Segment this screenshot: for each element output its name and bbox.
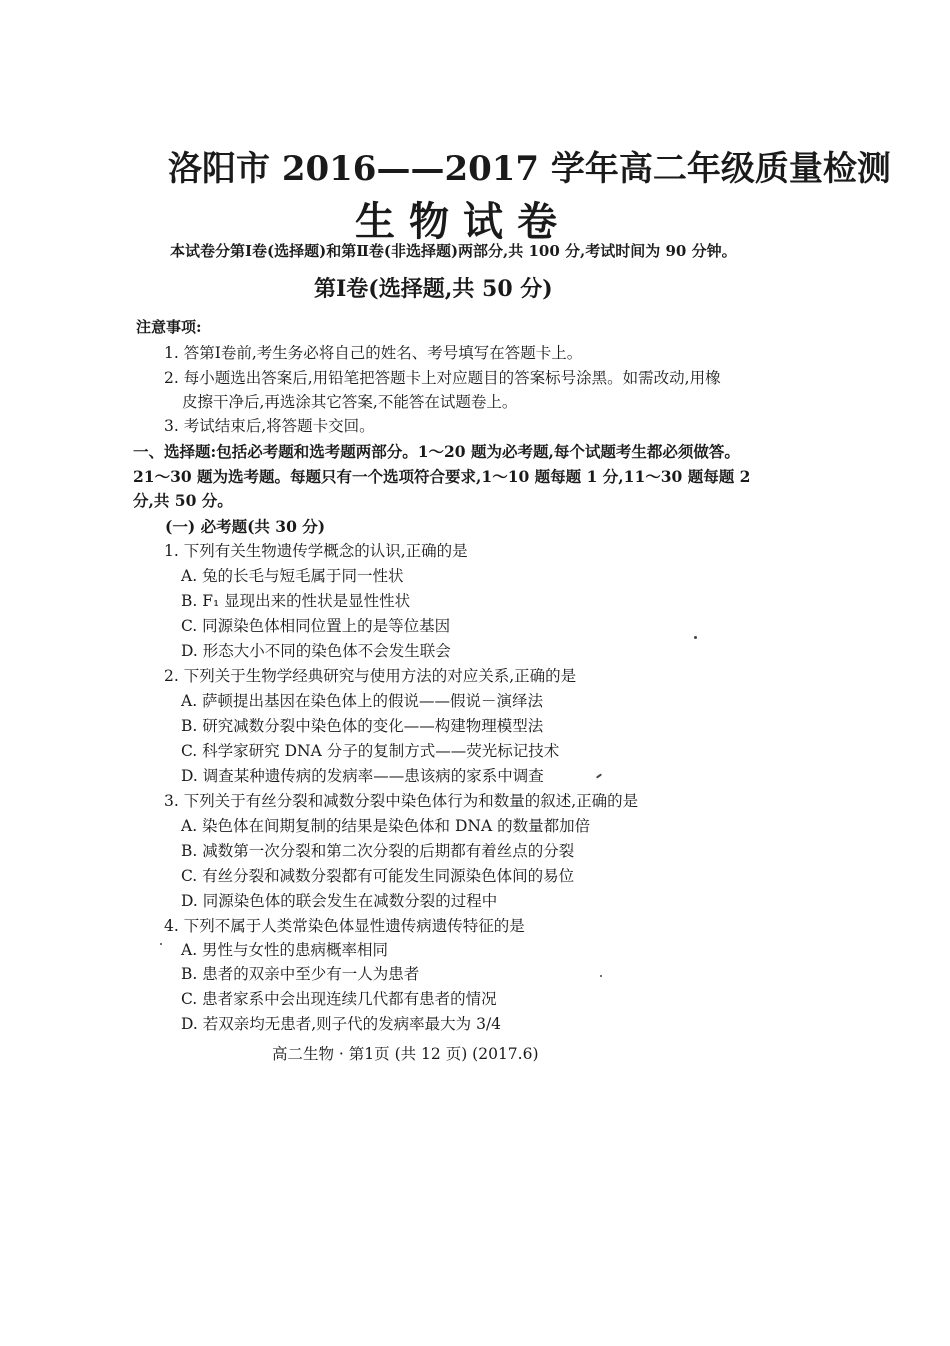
question-option: D. 调查某种遗传病的发病率——患该病的家系中调查 [181, 767, 544, 785]
scan-speck [596, 773, 602, 778]
question-stem: 2. 下列关于生物学经典研究与使用方法的对应关系,正确的是 [164, 667, 577, 685]
question-option: D. 形态大小不同的染色体不会发生联会 [181, 642, 451, 660]
question-option: A. 男性与女性的患病概率相同 [181, 941, 389, 959]
question-stem: 4. 下列不属于人类常染色体显性遗传病遗传特征的是 [164, 917, 525, 935]
question-option: A. 兔的长毛与短毛属于同一性状 [181, 567, 404, 585]
instructions-line: 分,共 50 分。 [133, 491, 233, 510]
question-option: C. 患者家系中会出现连续几代都有患者的情况 [181, 990, 497, 1008]
question-stem: 3. 下列关于有丝分裂和减数分裂中染色体行为和数量的叙述,正确的是 [164, 792, 639, 810]
instructions-line: 一、选择题:包括必考题和选考题两部分。1～20 题为必考题,每个试题考生都必须做答。 [133, 442, 740, 461]
question-option: A. 萨顿提出基因在染色体上的假说——假说－演绎法 [181, 692, 544, 710]
question-option: B. F₁ 显现出来的性状是显性性状 [181, 592, 411, 610]
question-option: B. 减数第一次分裂和第二次分裂的后期都有着丝点的分裂 [181, 842, 575, 860]
exam-intro: 本试卷分第Ⅰ卷(选择题)和第Ⅱ卷(非选择题)两部分,共 100 分,考试时间为 90 分钟。 [170, 242, 737, 260]
question-option: B. 患者的双亲中至少有一人为患者 [181, 965, 420, 983]
question-option: C. 科学家研究 DNA 分子的复制方式——荧光标记技术 [181, 742, 560, 760]
part-heading: (一) 必考题(共 30 分) [165, 517, 326, 536]
question-stem: 1. 下列有关生物遗传学概念的认识,正确的是 [164, 542, 468, 560]
scan-speck [694, 636, 697, 639]
notice-item: 皮擦干净后,再选涂其它答案,不能答在试题卷上。 [182, 393, 518, 411]
notice-item: 1. 答第Ⅰ卷前,考生务必将自己的姓名、考号填写在答题卡上。 [164, 344, 583, 362]
question-option: D. 同源染色体的联会发生在减数分裂的过程中 [181, 892, 498, 910]
question-option: D. 若双亲均无患者,则子代的发病率最大为 3/4 [181, 1015, 502, 1033]
scan-speck [600, 975, 602, 977]
instructions-line: 21～30 题为选考题。每题只有一个选项符合要求,1～10 题每题 1 分,11～30 题每题 2 [133, 467, 751, 486]
question-option: B. 研究减数分裂中染色体的变化——构建物理模型法 [181, 717, 544, 735]
question-option: C. 有丝分裂和减数分裂都有可能发生同源染色体间的易位 [181, 867, 575, 885]
exam-title-subject: 生物试卷 [355, 198, 571, 245]
question-option: C. 同源染色体相同位置上的是等位基因 [181, 617, 451, 635]
notice-item: 3. 考试结束后,将答题卡交回。 [164, 417, 375, 435]
exam-title-line1: 洛阳市 2016——2017 学年高二年级质量检测 [168, 149, 891, 189]
scan-speck [160, 943, 162, 945]
notice-item: 2. 每小题选出答案后,用铅笔把答题卡上对应题目的答案标号涂黑。如需改动,用橡 [164, 369, 721, 387]
page-footer: 高二生物 · 第1页 (共 12 页) (2017.6) [272, 1045, 539, 1063]
question-option: A. 染色体在间期复制的结果是染色体和 DNA 的数量都加倍 [181, 817, 591, 835]
section-title: 第Ⅰ卷(选择题,共 50 分) [314, 276, 553, 302]
notice-heading: 注意事项: [136, 318, 202, 336]
